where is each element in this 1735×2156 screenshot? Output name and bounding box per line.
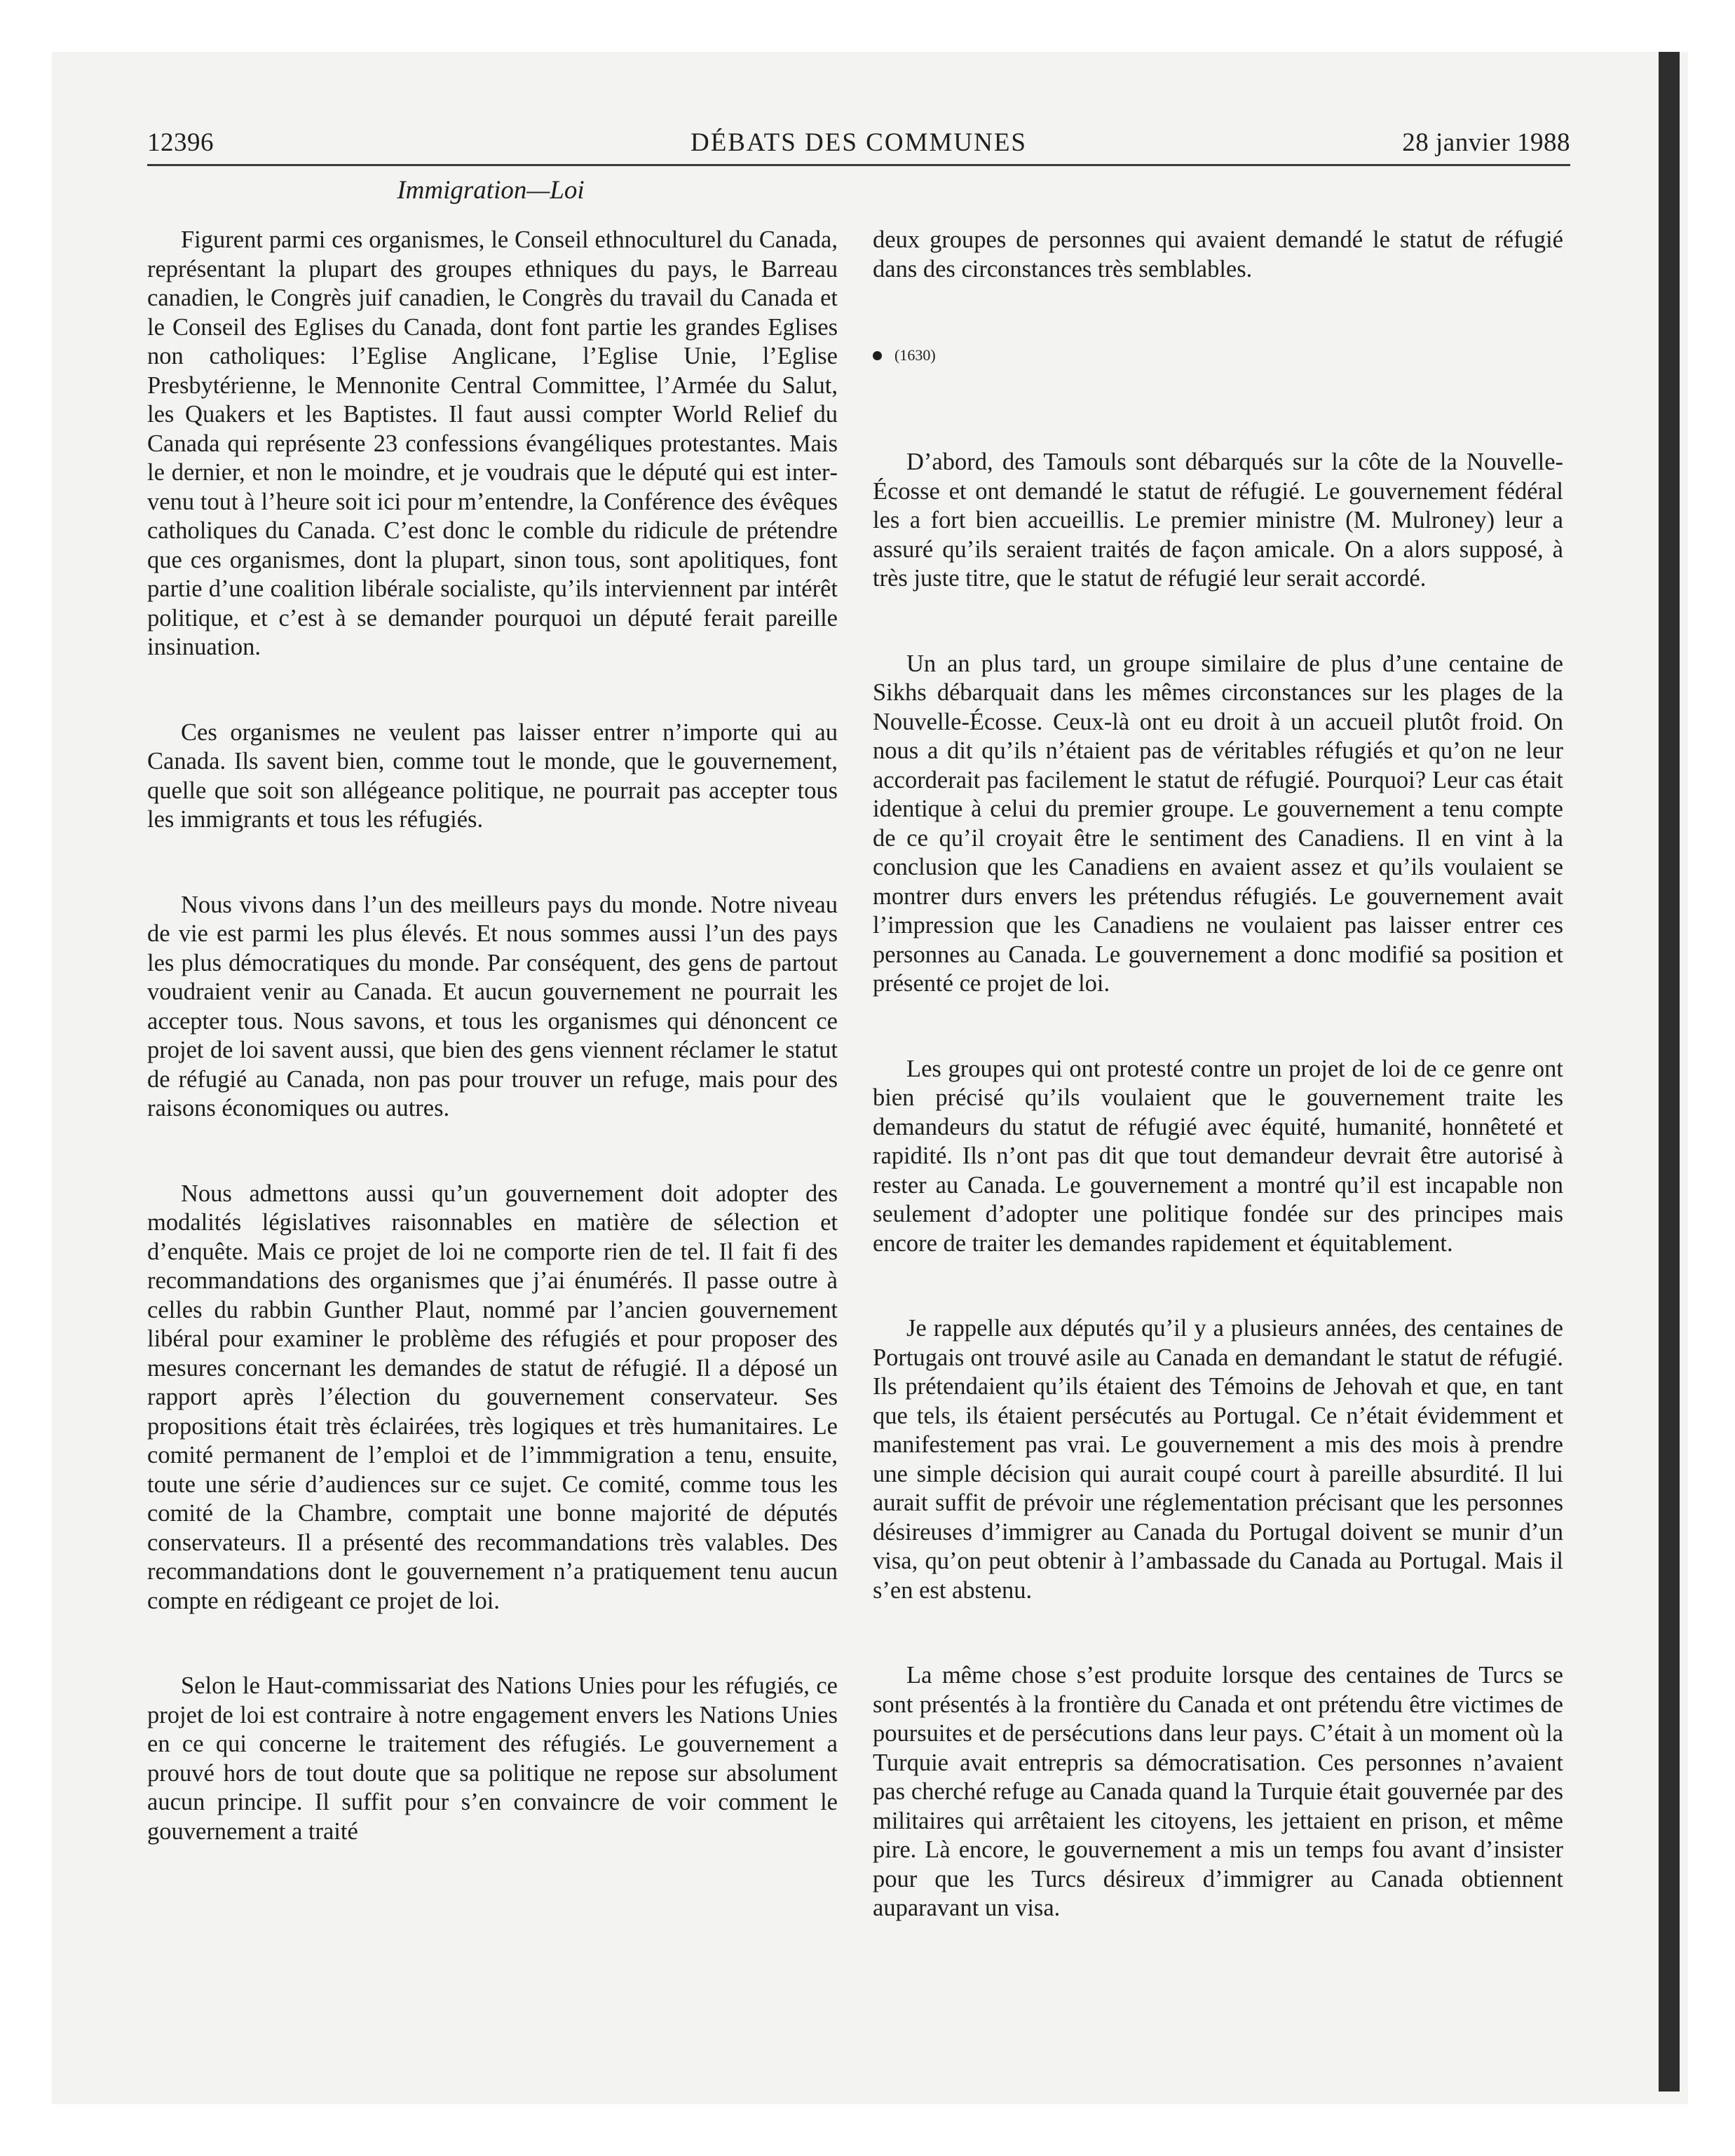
paragraph: Nous vivons dans l’un des meilleurs pays du monde. Notre niveau de vie est parmi les plus élevés. Et nous sommes aussi l’un des pays les plus démocratiques du monde. Par conséquent, des gens de partout voudraient venir au Canada. Et aucun gouvernement ne pourrait les accepter tous. Nous savons, et tous les organismes qui dénoncent ce projet de loi savent aussi, que bien des gens viennent réclamer le statut de réfugié au Canada, non pas pour trouver un refuge, mais pour des raisons économiques ou autres. (147, 891, 838, 1121)
time-marker-text: (1630) (894, 346, 936, 364)
paragraph: Selon le Haut-commissariat des Nations Unies pour les réfugiés, ce projet de loi est contraire à notre engagement envers les Nations Unies en ce qui concerne le traitement des réfugiés. Le gouvernement a prouvé hors de tout doute que sa politique ne repose sur absolument aucun principe. Il suffit pour s’en convaincre de voir comment le gouvernement a traité (147, 1672, 838, 1845)
right-column (873, 226, 1563, 1979)
paragraph: Figurent parmi ces organismes, le Conseil ethnoculturel du Canada, représentant la plupart des groupes ethniques du pays, le Barreau canadien, le Congrès juif canadien, le Congrès du travail du Canada et le Conseil des Eglises du Canada, dont font partie les grandes Eglises non catholiques: l’Eglise Anglicane, l’Eglise Unie, l’Eglise Presbytérienne, le Mennonite Central Committee, l’Armée du Salut, les Quakers et les Baptistes. Il faut aussi compter World Relief du Canada qui représente 23 confessions évangéliques protestantes. Mais le dernier, et non le moindre, et je voudrais que le député qui est intervenu tout à l’heure soit ici pour m’entendre, la Conférence des évêques catholiques du Canada. C’est donc le comble du ridicule de prétendre que ces organismes, dont la plupart, sinon tous, sont apolitiques, font partie d’une coalition libérale socialiste, qu’ils interviennent par intérêt politique, et c’est à se demander pourquoi un député ferait pareille insinuation. (147, 226, 838, 660)
issue-date: 28 janvier 1988 (1402, 128, 1570, 157)
paragraph: Ces organismes ne veulent pas laisser entrer n’importe qui au Canada. Ils savent bien, comme tout le monde, que le gouvernement, quelle que soit son allégeance politique, ne pourrait pas accepter tous les immigrants et tous les réfugiés. (147, 718, 838, 833)
left-column (147, 226, 838, 1902)
binding-edge (1659, 52, 1680, 2092)
paragraph: La même chose s’est produite lorsque des centaines de Turcs se sont présentés à la frontière du Canada et ont prétendu être victimes de poursuites et de persécutions dans leur pays. C’était à un moment où la Turquie avait entrepris sa démocratisation. Ces personnes n’avaient pas cherché refuge au Canada quand la Turquie était gouvernée par des militaires qui arrêtaient les citoyens, les jettaient en prison, et même pire. Là encore, le gouvernement a mis un temps fou avant d’insister pour que les Turcs désireux d’immigrer au Canada obtiennent auparavant un visa. (873, 1662, 1563, 1921)
continued-paragraph: deux groupes de personnes qui avaient demandé le statut de réfugié dans des circonstances très semblables. (873, 226, 1563, 282)
paragraph: Je rappelle aux députés qu’il y a plusieurs années, des centaines de Portugais ont trouvé asile au Canada en demandant le statut de réfugié. Ils prétendaient qu’ils étaient des Témoins de Jehovah et que, en tant que tels, ils étaient persécutés au Portugal. Ce n’était évidemment et manifestement pas vrai. Le gouvernement a mis des mois à prendre une simple décision qui aurait coupé court à pareille absurdité. Il lui aurait suffit de prévoir une réglementation précisant que les personnes désireuses d’immigrer au Canada du Portugal doivent se munir d’un visa, qu’on peut obtenir à l’ambassade du Canada au Portugal. Mais il s’en est abstenu. (873, 1315, 1563, 1604)
journal-title: DÉBATS DES COMMUNES (690, 128, 1027, 157)
bullet-icon (873, 351, 882, 360)
page-number: 12396 (147, 128, 214, 157)
time-marker (873, 340, 1563, 371)
running-title: Immigration—Loi (397, 176, 585, 205)
page-header (147, 128, 1570, 166)
paragraph: Les groupes qui ont protesté contre un projet de loi de ce genre ont bien précisé qu’ils voulaient que le gouvernement traite les demandeurs du statut de réfugié avec équité, humanité, honnêteté et rapidité. Ils n’ont pas dit que tout demandeur devrait être autorisé à rester au Canada. Le gouvernement a montré qu’il est incapable non seulement d’adopter une politique fondée sur des principes mais encore de traiter les demandes rapidement et équitablement. (873, 1055, 1563, 1257)
paragraph: Un an plus tard, un groupe similaire de plus d’une centaine de Sikhs débarquait dans les mêmes circonstances sur les plages de la Nouvelle-Écosse. Ceux-là ont eu droit à un accueil plutôt froid. On nous a dit qu’ils n’étaient pas de véritables réfugiés et qu’on ne leur accorderait pas facilement le statut de réfugié. Pourquoi? Leur cas était identique à celui du premier groupe. Le gouvernement a tenu compte de ce qu’il croyait être le sentiment des Canadiens. Il en vint à la conclusion que les Canadiens en avaient assez et qu’ils voulaient se montrer durs envers les prétendus réfugiés. Le gouvernement avait l’impression que les Canadiens ne voulaient pas laisser entrer ces personnes au Canada. Le gouvernement a donc modifié sa position et présenté ce projet de loi. (873, 650, 1563, 997)
paragraph: D’abord, des Tamouls sont débarqués sur la côte de la Nouvelle-Écosse et ont demandé le statut de réfugié. Le gouvernement fédéral les a fort bien accueillis. Le premier ministre (M. Mulroney) leur a assuré qu’ils seraient traités de façon amicale. On a alors supposé, à très juste titre, que le statut de réfugié leur serait accordé. (873, 449, 1563, 592)
paragraph: Nous admettons aussi qu’un gouvernement doit adopter des modalités législatives raisonnables en matière de sélection et d’enquête. Mais ce projet de loi ne comporte rien de tel. Il fait fi des recommandations des organismes que j’ai énumérés. Il passe outre à celles du rabbin Gunther Plaut, nommé par l’ancien gouvernement libéral pour examiner le problème des réfugiés et pour proposer des mesures concernant les demandes de statut de réfugié. Il a déposé un rapport après l’élection du gouvernement conservateur. Ses propositions était très éclairées, très logiques et très humanitaires. Le comité permanent de l’emploi et de l’immmigration a tenu, ensuite, toute une série d’audiences sur ce sujet. Ce comité, comme tous les comité de la Chambre, comptait une bonne majorité de députés conservateurs. Il a présenté des recommandations très valables. Des recommandations dont le gouvernement n’a pratiquement tenu aucun compte en rédigeant ce projet de loi. (147, 1180, 838, 1614)
